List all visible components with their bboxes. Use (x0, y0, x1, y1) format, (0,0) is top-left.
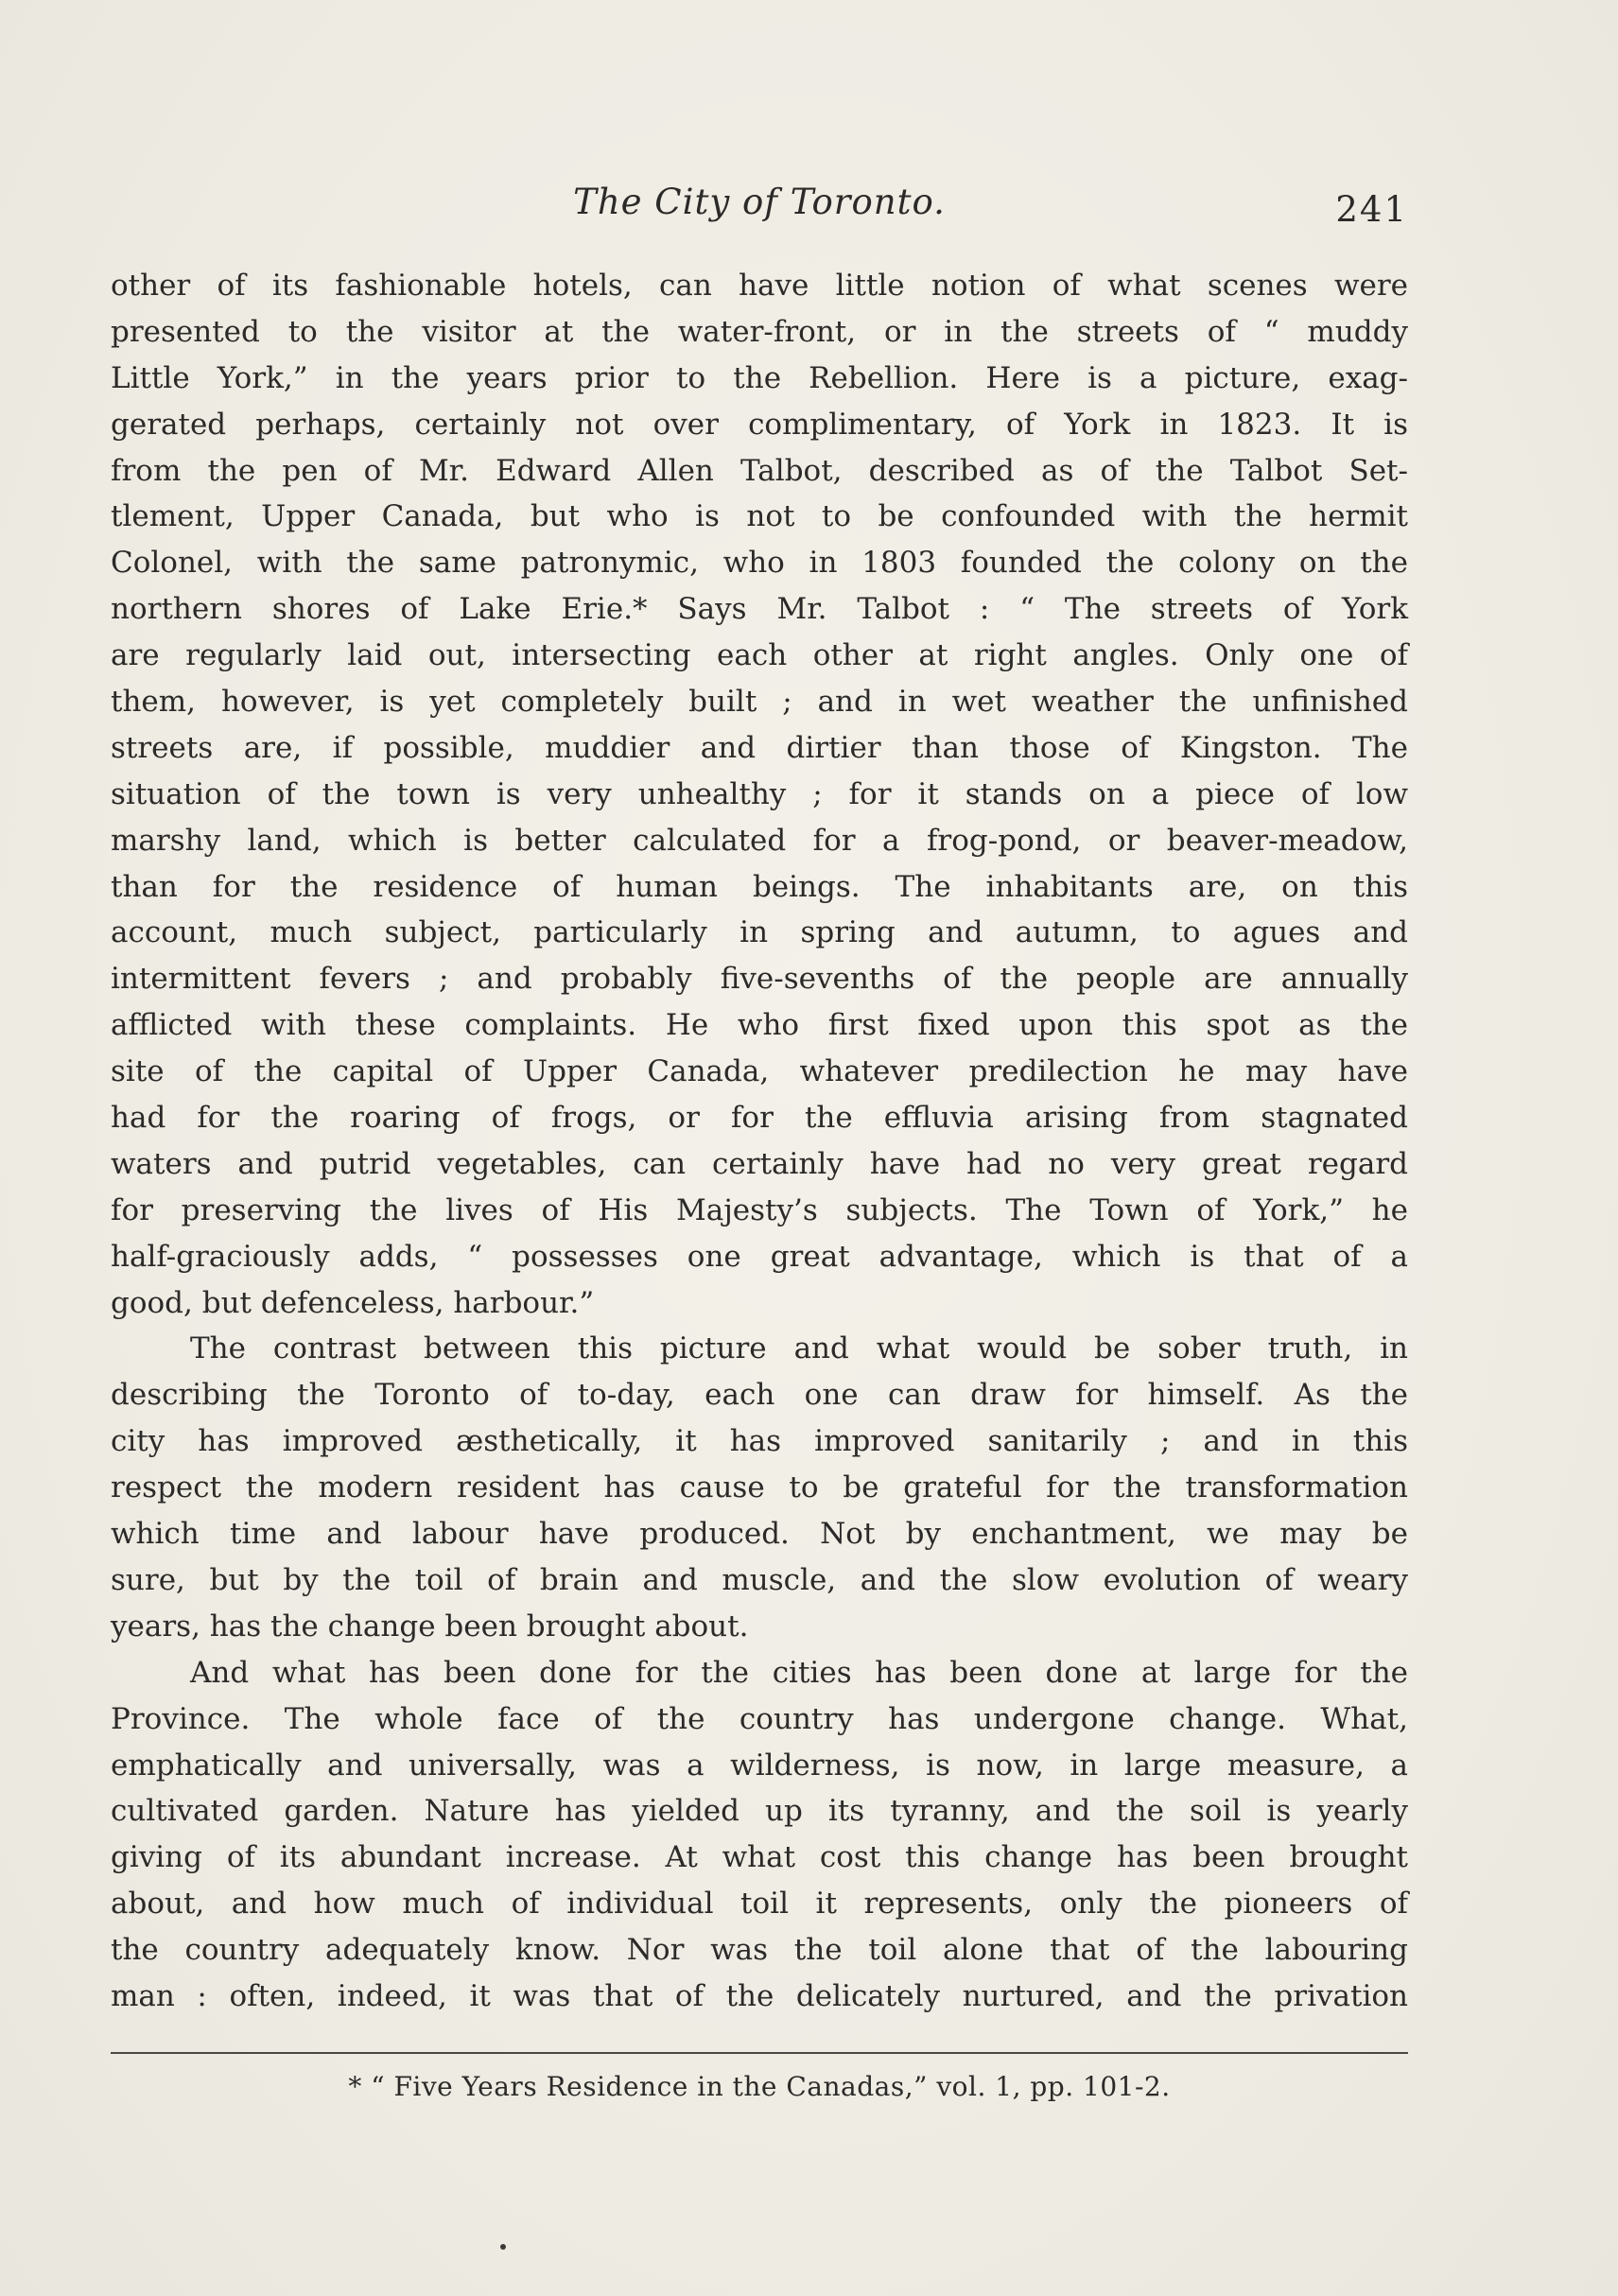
text-line: than for the residence of human beings. The inhabitants are, on this (111, 869, 1408, 904)
text-line: other of its fashionable hotels, can have little notion of what scenes were (111, 269, 1408, 303)
text-line: gerated perhaps, certainly not over complimentary, of York in 1823. It is (111, 407, 1408, 442)
running-title: The City of Toronto. (573, 182, 946, 222)
text-line: city has improved æsthetically, it has improved sanitarily ; and in this (111, 1424, 1408, 1459)
text-line: about, and how much of individual toil it represents, only the pioneers of (111, 1887, 1408, 1922)
text-line: from the pen of Mr. Edward Allen Talbot, described as of the Talbot Set- (111, 453, 1408, 488)
running-head (111, 176, 1408, 233)
text-line: marshy land, which is better calculated for a frog-pond, or beaver-meadow, (111, 823, 1408, 858)
text-line: which time and labour have produced. Not by enchantment, we may be (111, 1517, 1408, 1552)
text-line: Colonel, with the same patronymic, who in 1803 founded the colony on the (111, 546, 1408, 581)
ink-speck (500, 2244, 506, 2250)
text-line: And what has been done for the cities has been done at large for the (190, 1655, 1408, 1690)
text-line: emphatically and universally, was a wilderness, is now, in large measure, a (111, 1748, 1408, 1783)
text-line: good, but defenceless, harbour.” (111, 1285, 595, 1320)
text-line: years, has the change been brought about. (111, 1609, 749, 1644)
text-line: situation of the town is very unhealthy ; for it stands on a piece of low (111, 776, 1408, 811)
text-line: the country adequately know. Nor was the toil alone that of the labouring (111, 1933, 1408, 1968)
text-line: streets are, if possible, muddier and dirtier than those of Kingston. The (111, 730, 1408, 765)
page-number: 241 (1335, 189, 1408, 230)
text-line: cultivated garden. Nature has yielded up its tyranny, and the soil is yearly (111, 1794, 1408, 1829)
footnote-rule (111, 2052, 1408, 2054)
text-line: man : often, indeed, it was that of the delicately nurtured, and the privation (111, 1978, 1408, 2013)
text-line: Little York,” in the years prior to the Rebellion. Here is a picture, exag- (111, 360, 1408, 395)
text-line: half-graciously adds, “ possesses one great advantage, which is that of a (111, 1239, 1408, 1274)
text-line: sure, but by the toil of brain and muscle, and the slow evolution of weary (111, 1562, 1408, 1597)
body-text (111, 263, 1408, 2020)
text-line: are regularly laid out, intersecting each other at right angles. Only one of (111, 638, 1408, 673)
text-line: waters and putrid vegetables, can certainly have had no very great regard (111, 1146, 1408, 1181)
footnote: * “ Five Years Residence in the Canadas,” vol. 1, pp. 101-2. (348, 2071, 1171, 2102)
text-line: afflicted with these complaints. He who first fixed upon this spot as the (111, 1008, 1408, 1043)
text-line: Province. The whole face of the country has undergone change. What, (111, 1701, 1408, 1736)
text-line: them, however, is yet completely built ; and in wet weather the unfinished (111, 685, 1408, 720)
text-line: site of the capital of Upper Canada, whatever predilection he may have (111, 1054, 1408, 1089)
text-line: describing the Toronto of to-day, each one can draw for himself. As the (111, 1378, 1408, 1413)
text-line: for preserving the lives of His Majesty’s subjects. The Town of York,” he (111, 1192, 1408, 1227)
text-line: tlement, Upper Canada, but who is not to be confounded with the hermit (111, 499, 1408, 534)
text-line: had for the roaring of frogs, or for the effluvia arising from stagnated (111, 1101, 1408, 1136)
text-line: The contrast between this picture and what would be sober truth, in (190, 1331, 1408, 1366)
text-line: presented to the visitor at the water-front, or in the streets of “ muddy (111, 314, 1408, 349)
text-line: account, much subject, particularly in spring and autumn, to agues and (111, 915, 1408, 950)
text-line: northern shores of Lake Erie.* Says Mr. Talbot : “ The streets of York (111, 592, 1408, 627)
text-line: giving of its abundant increase. At what cost this change has been brought (111, 1840, 1408, 1875)
text-line: respect the modern resident has cause to be grateful for the transformation (111, 1470, 1408, 1505)
text-line: intermittent fevers ; and probably five-sevenths of the people are annually (111, 962, 1408, 997)
